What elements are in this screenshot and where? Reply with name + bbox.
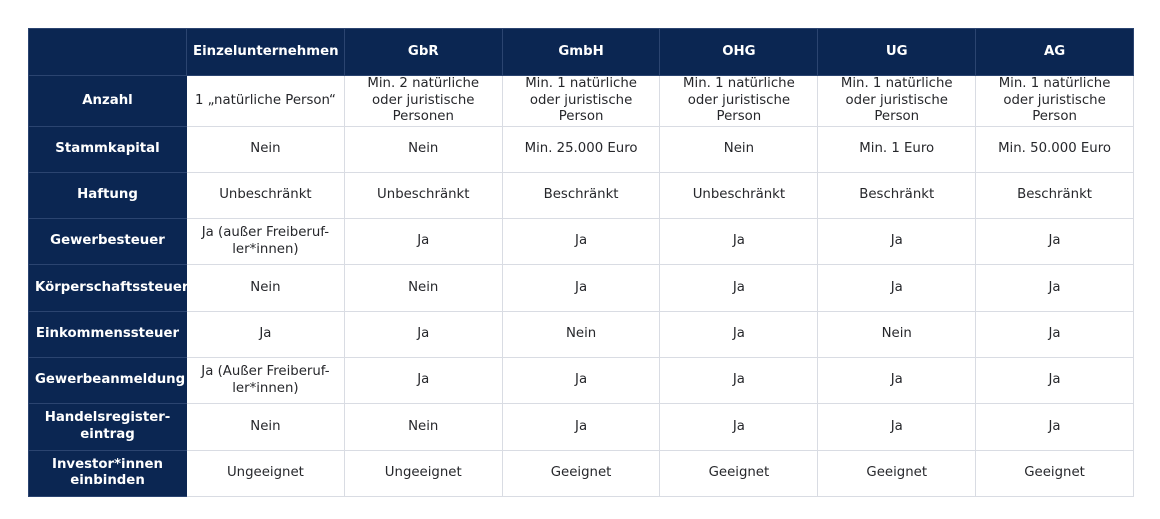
table-cell: Min. 1 Euro — [818, 126, 976, 172]
table-row — [29, 76, 1134, 127]
table-cell: Beschränkt — [818, 172, 976, 218]
table-cell: Ja — [344, 311, 502, 357]
table-cell: Ja — [818, 219, 976, 265]
table-cell: Ja — [976, 219, 1134, 265]
table-cell: Ja — [976, 357, 1134, 403]
header-row — [29, 29, 1134, 76]
table-cell: Ja — [187, 311, 345, 357]
table-cell: Min. 25.000 Euro — [502, 126, 660, 172]
table-cell: Ja — [502, 357, 660, 403]
column-header: UG — [818, 29, 976, 76]
table-cell: Nein — [187, 404, 345, 450]
table-cell: Min. 50.000 Euro — [976, 126, 1134, 172]
row-header: Gewerbesteuer — [29, 219, 187, 265]
table-cell: Ja — [818, 404, 976, 450]
table-cell: Nein — [344, 126, 502, 172]
table-cell: 1 „natürliche Person“ — [187, 76, 345, 127]
table-cell: Nein — [344, 404, 502, 450]
table-cell: Ja — [660, 265, 818, 311]
table-cell: Geeignet — [502, 450, 660, 496]
table-row — [29, 265, 1134, 311]
table-cell: Beschränkt — [976, 172, 1134, 218]
table-cell: Ja — [344, 219, 502, 265]
table-cell: Min. 1 natürliche oder juristische Person — [976, 76, 1134, 127]
table-cell: Ja — [660, 311, 818, 357]
table-cell: Min. 1 natürliche oder juristische Person — [502, 76, 660, 127]
table-row — [29, 172, 1134, 218]
table-cell: Nein — [344, 265, 502, 311]
table-cell: Geeignet — [660, 450, 818, 496]
table-cell: Ja — [660, 357, 818, 403]
table-cell: Nein — [187, 126, 345, 172]
table-cell: Ungeeignet — [187, 450, 345, 496]
table-cell: Ja — [976, 311, 1134, 357]
row-header: Gewerbeanmeldung — [29, 357, 187, 403]
row-header: Investor*innen einbinden — [29, 450, 187, 496]
column-header: Einzelunternehmen — [187, 29, 345, 76]
table-cell: Ungeeignet — [344, 450, 502, 496]
column-header: OHG — [660, 29, 818, 76]
table-cell: Nein — [818, 311, 976, 357]
row-header: Anzahl — [29, 76, 187, 127]
table-row — [29, 126, 1134, 172]
table-cell: Min. 1 natürliche oder juristische Person — [818, 76, 976, 127]
table-cell: Ja — [976, 265, 1134, 311]
column-header: AG — [976, 29, 1134, 76]
table-row — [29, 450, 1134, 496]
table-cell: Min. 1 natürliche oder juristische Person — [660, 76, 818, 127]
legal-forms-comparison-table — [28, 28, 1134, 497]
row-header: Haftung — [29, 172, 187, 218]
table-cell: Ja — [660, 404, 818, 450]
table-cell: Ja — [818, 357, 976, 403]
table-cell: Unbeschränkt — [344, 172, 502, 218]
column-header: GbR — [344, 29, 502, 76]
table-cell: Ja (außer Freiberuf-ler*innen) — [187, 219, 345, 265]
row-header: Einkommenssteuer — [29, 311, 187, 357]
table-cell: Nein — [502, 311, 660, 357]
table-row — [29, 219, 1134, 265]
comparison-table-container — [28, 28, 1133, 491]
table-cell: Nein — [660, 126, 818, 172]
table-cell: Unbeschränkt — [660, 172, 818, 218]
column-header: GmbH — [502, 29, 660, 76]
row-header: Stammkapital — [29, 126, 187, 172]
table-cell: Geeignet — [976, 450, 1134, 496]
table-row — [29, 404, 1134, 450]
table-cell: Geeignet — [818, 450, 976, 496]
row-header: Körperschaftssteuer — [29, 265, 187, 311]
table-row — [29, 357, 1134, 403]
table-cell: Ja — [344, 357, 502, 403]
corner-cell — [29, 29, 187, 76]
table-cell: Ja — [660, 219, 818, 265]
table-cell: Ja — [502, 404, 660, 450]
row-header: Handelsregister-eintrag — [29, 404, 187, 450]
table-cell: Ja — [818, 265, 976, 311]
table-cell: Unbeschränkt — [187, 172, 345, 218]
table-cell: Min. 2 natürliche oder juristische Personen — [344, 76, 502, 127]
table-row — [29, 311, 1134, 357]
table-cell: Nein — [187, 265, 345, 311]
table-cell: Ja — [502, 265, 660, 311]
table-cell: Beschränkt — [502, 172, 660, 218]
table-cell: Ja — [502, 219, 660, 265]
table-cell: Ja (Außer Freiberuf-ler*innen) — [187, 357, 345, 403]
table-cell: Ja — [976, 404, 1134, 450]
